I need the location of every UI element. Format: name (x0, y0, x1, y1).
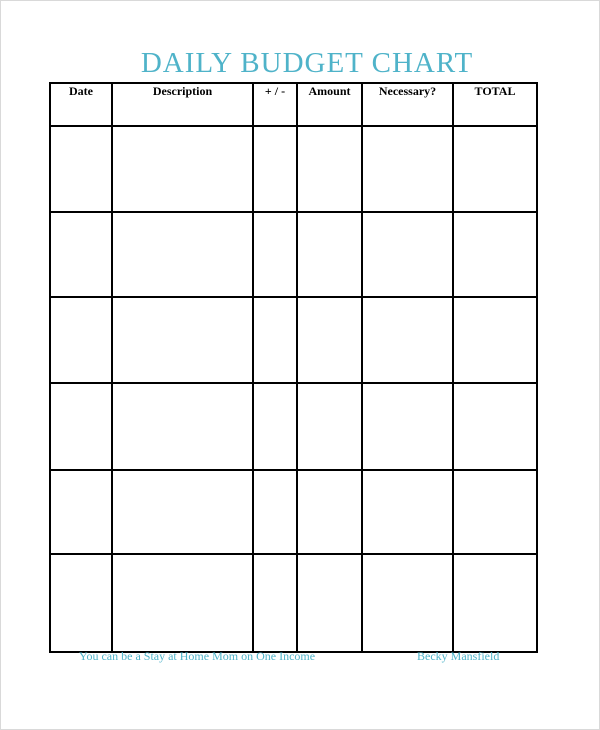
table-cell (297, 554, 362, 652)
table-cell (253, 126, 297, 212)
table-row (50, 470, 537, 554)
table-cell (297, 470, 362, 554)
table-cell (253, 383, 297, 470)
table-cell (362, 383, 453, 470)
table-cell (453, 126, 537, 212)
table-cell (253, 554, 297, 652)
table-cell (297, 297, 362, 383)
document-title: DAILY BUDGET CHART (140, 47, 474, 79)
table-cell (453, 383, 537, 470)
table-row (50, 126, 537, 212)
column-header-date: Date (50, 83, 112, 126)
table-cell (253, 212, 297, 297)
table-cell (362, 126, 453, 212)
table-cell (362, 470, 453, 554)
table-cell (50, 554, 112, 652)
table-header-row (50, 83, 537, 126)
table-cell (112, 297, 253, 383)
table-cell (362, 297, 453, 383)
table-cell (362, 212, 453, 297)
table-cell (453, 470, 537, 554)
column-header-necessary: Necessary? (362, 83, 453, 126)
table-cell (297, 383, 362, 470)
table-cell (50, 383, 112, 470)
table-cell (112, 126, 253, 212)
column-header-description: Description (112, 83, 253, 126)
table-cell (50, 297, 112, 383)
table-cell (453, 297, 537, 383)
table-cell (50, 212, 112, 297)
footer-author: Becky Mansfield (417, 649, 500, 663)
column-header-amount: Amount (297, 83, 362, 126)
budget-table (49, 82, 538, 653)
table-cell (297, 212, 362, 297)
table-cell (253, 470, 297, 554)
table-cell (112, 383, 253, 470)
table-cell (253, 297, 297, 383)
table-cell (362, 554, 453, 652)
table-cell (453, 554, 537, 652)
table-row (50, 383, 537, 470)
table-cell (453, 212, 537, 297)
column-header-total: TOTAL (453, 83, 537, 126)
table-cell (297, 126, 362, 212)
table-cell (112, 470, 253, 554)
footer-tagline: You can be a Stay at Home Mom on One Income (79, 649, 316, 663)
column-header-plus-minus: + / - (253, 83, 297, 126)
table-row (50, 554, 537, 652)
table-cell (112, 554, 253, 652)
table-row (50, 297, 537, 383)
table-cell (50, 470, 112, 554)
table-row (50, 212, 537, 297)
table-cell (112, 212, 253, 297)
table-cell (50, 126, 112, 212)
